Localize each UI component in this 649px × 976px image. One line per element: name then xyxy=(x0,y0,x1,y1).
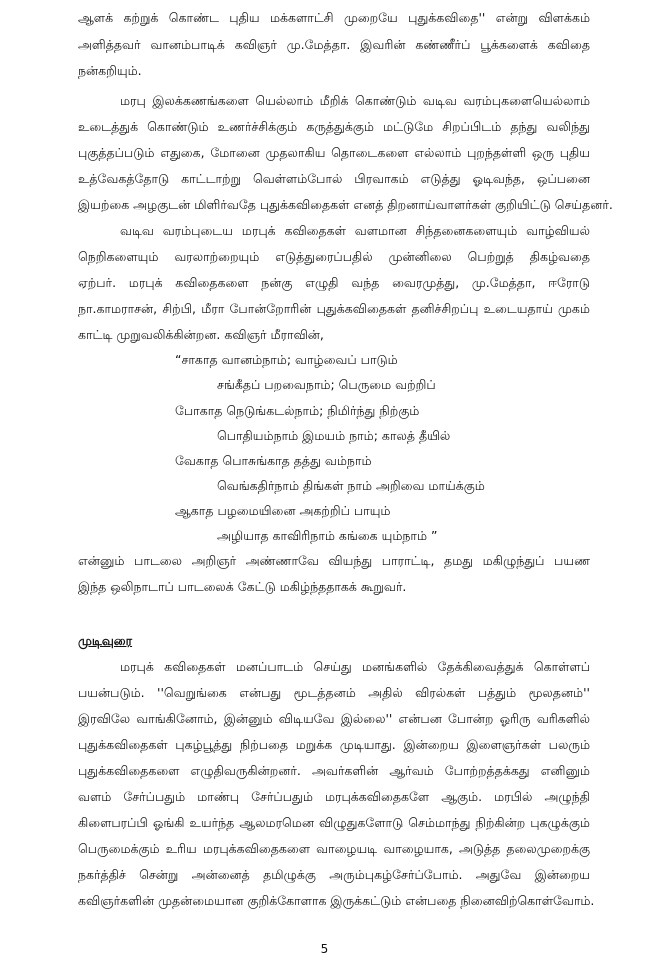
conclusion-line9: நகர்த்திச் சென்று அன்னைத் தமிழுக்கு அரும்புகழ்சேர்ப்போம். அதுவே இன்றைய xyxy=(78,867,590,882)
page-number: 5 xyxy=(320,942,329,956)
conclusion-line8: பெருமைக்கும் உரிய மரபுக்கவிதைகளை வாழையடி வாழையாக, அடுத்த தலைமுறைக்கு xyxy=(78,841,590,856)
para3-line1: வடிவ வரம்புடைய மரபுக் கவிதைகள் வளமான சிந்தனைகளையும் வாழ்வியல் xyxy=(120,223,590,238)
para3-line2: நெறிகளையும் வரலாற்றையும் எடுத்துரைப்பதில் முன்னிலை பெற்றுத் திகழ்வதை xyxy=(78,249,590,264)
conclusion-line5: புதுக்கவிதைகளை எழுதிவருகின்றனர். அவர்களின் ஆர்வம் போற்றத்தக்கது எனினும் xyxy=(78,763,590,778)
para2-line2: உடைத்துக் கொண்டும் உணர்ச்சிக்கும் கருத்துக்கும் மட்டுமே சிறப்பிடம் தந்து வலிந்து xyxy=(78,119,590,134)
para1-line1: ஆளக் கற்றுக் கொண்ட புதிய மக்களாட்சி முறையே புதுக்கவிதை'' என்று விளக்கம் xyxy=(78,10,590,25)
poem-line5: வேகாத பொசுங்காத தத்து வம்நாம் xyxy=(175,453,372,468)
para3-line3: ஏற்பர். மரபுக் கவிதைகளை நன்கு எழுதி வந்த வைரமுத்து, மு.மேத்தா, ஈரோடு xyxy=(78,275,590,290)
para3-line4: நா.காமராசன், சிற்பி, மீரா போன்றோரின் புதுக்கவிதைகள் தனிச்சிறப்பு உடையதாய் முகம் xyxy=(78,301,590,316)
poem-line1: “சாகாத வானம்நாம்; வாழ்வைப் பாடும் xyxy=(175,352,398,367)
para2-line4: உத்வேகத்தோடு காட்டாற்று வெள்ளம்போல் பிரவாகம் எடுத்து ஓடிவந்த, ஒப்பனை xyxy=(78,171,590,186)
after-poem-line1: என்னும் பாடலை அறிஞர் அண்ணாவே வியந்து பாராட்டி, தமது மகிழுந்துப் பயண xyxy=(78,553,590,568)
para2-line3: புகுத்தப்படும் எதுகை, மோனை முதலாகிய தொடைகளை எல்லாம் புறந்தள்ளி ஒரு புதிய xyxy=(78,145,590,160)
conclusion-line7: கிளைபரப்பி ஓங்கி உயர்ந்த ஆலமரமென விழுதுகளோடு செம்மாந்து நிற்கின்ற புகழுக்கும் xyxy=(78,815,590,830)
para1-line3: நன்கறியும். xyxy=(78,63,142,78)
para3-line5: காட்டி முறுவலிக்கின்றன. கவிஞர் மீராவின், xyxy=(78,327,324,342)
conclusion-line1: மரபுக் கவிதைகள் மனப்பாடம் செய்து மனங்களில் தேக்கிவைத்துக் கொள்ளப் xyxy=(120,659,590,674)
para2-line1: மரபு இலக்கணங்களை யெல்லாம் மீறிக் கொண்டும் வடிவ வரம்புகளையெல்லாம் xyxy=(120,93,590,108)
conclusion-line6: வளம் சேர்ப்பதும் மாண்பு சேர்ப்பதும் மரபுக்கவிதைகளே ஆகும். மரபில் அழுந்தி xyxy=(78,789,590,804)
poem-line3: போகாத நெடுங்கடல்நாம்; நிமிர்ந்து நிற்கும் xyxy=(175,403,420,418)
conclusion-line2: பயன்படும். ''வெறுங்கை என்பது மூடத்தனம் அதில் விரல்கள் பத்தும் மூலதனம்'' xyxy=(78,685,590,700)
poem-line8: அழியாத காவிரிநாம் கங்கை யும்நாம் ” xyxy=(217,528,438,543)
after-poem-line2: இந்த ஒலிநாடாப் பாடலைக் கேட்டு மகிழ்ந்ததாகக் கூறுவர். xyxy=(78,579,407,594)
poem-line6: வெங்கதிர்நாம் திங்கள் நாம் அறிவை மாய்க்கும் xyxy=(217,478,485,493)
conclusion-line10: கவிஞர்களின் முதன்மையான குறிக்கோளாக இருக்கட்டும் என்பதை நினைவிற்கொள்வோம். xyxy=(78,893,595,908)
para1-line2: அளித்தவர் வானம்பாடிக் கவிஞர் மு.மேத்தா. இவரின் கண்ணீர்ப் பூக்களைக் கவிதை xyxy=(78,37,590,52)
poem-line2: சங்கீதப் பறவைநாம்; பெருமை வற்றிப் xyxy=(217,377,436,392)
poem-line7: ஆகாத பழமையினை அகற்றிப் பாயும் xyxy=(175,503,391,518)
poem-line4: பொதியம்நாம் இமயம் நாம்; காலத் தீயில் xyxy=(217,428,451,443)
conclusion-line3: இரவிலே வாங்கினோம், இன்னும் விடியவே இல்லை'' என்பன போன்ற ஓரிரு வரிகளில் xyxy=(78,711,590,726)
conclusion-line4: புதுக்கவிதைகள் புகழ்பூத்து நிற்பதை மறுக்க முடியாது. இன்றைய இளைஞர்கள் பலரும் xyxy=(78,737,590,752)
para2-line5: இயற்கை அழகுடன் மிளிர்வதே புதுக்கவிதைகள் எனத் திறனாய்வாளர்கள் குறியிட்டு செய்தனர். xyxy=(78,197,613,212)
section-heading: முடிவுரை xyxy=(78,633,133,648)
